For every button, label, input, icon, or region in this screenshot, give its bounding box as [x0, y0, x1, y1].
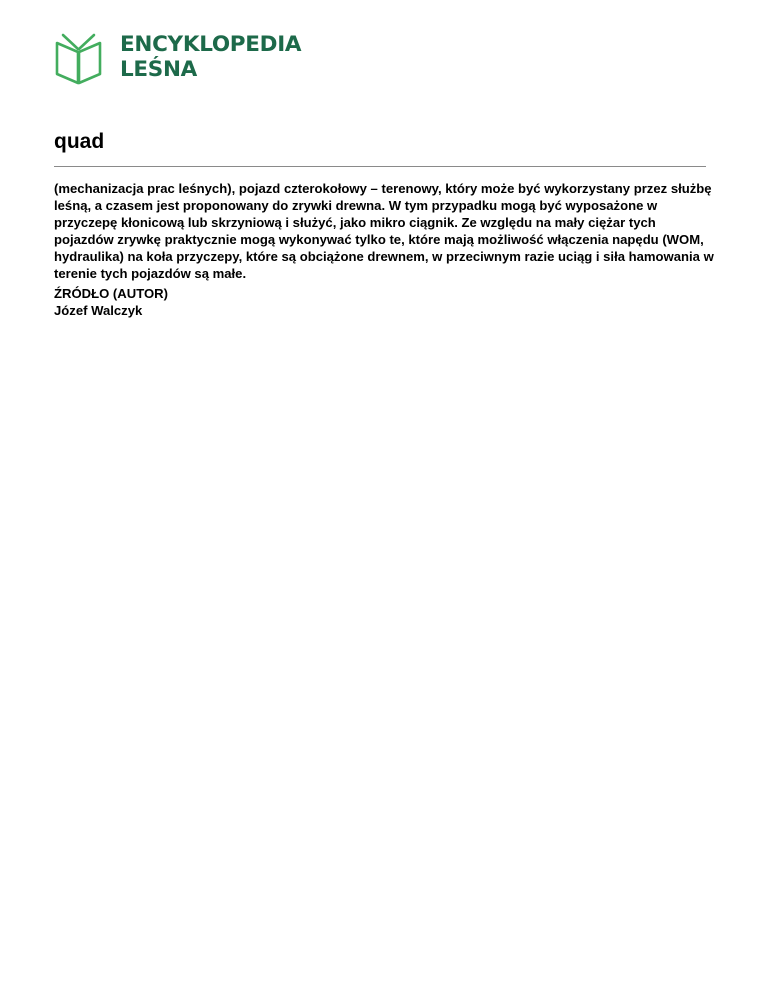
site-logo[interactable]: [54, 31, 301, 85]
source-author: Józef Walczyk: [54, 303, 143, 318]
entry-definition: (mechanizacja prac leśnych), pojazd czterokołowy – terenowy, który może być wykorzystany przez służbę leśną, a czasem jest proponowany do zrywki drewna. W tym przypadku mogą być wyposażone w przyczepę kłonicową lub skrzyniową i służyć, jako mikro ciągnik. Ze względu na mały ciężar tych pojazdów zrywkę praktycznie mogą wykonywać tylko te, które mają możliwość włączenia napędu (WOM, hydraulika) na koła przyczepy, które są obciążone drewnem, w przeciwnym razie uciąg i siła hamowania w terenie tych pojazdów są małe.: [54, 181, 714, 281]
logo-line-2: LEŚNA: [120, 57, 198, 82]
open-book-icon: [54, 31, 104, 85]
logo-text: [120, 32, 301, 82]
source-section: [54, 285, 168, 319]
entry-title: quad: [54, 130, 105, 153]
title-divider: [54, 166, 706, 167]
source-heading: ŹRÓDŁO (AUTOR): [54, 286, 168, 301]
logo-line-1: ENCYKLOPEDIA: [120, 32, 302, 57]
